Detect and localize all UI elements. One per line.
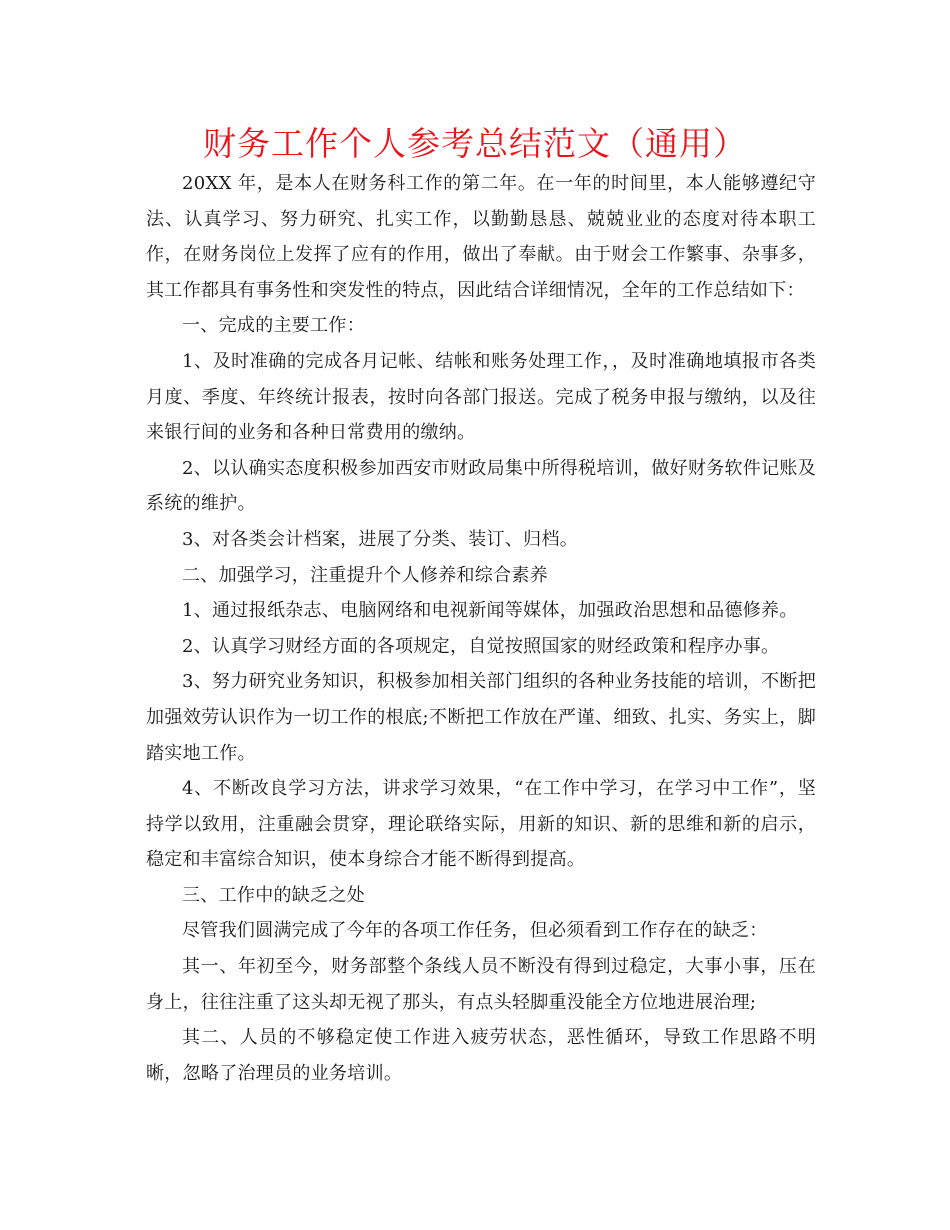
document-body (146, 166, 816, 1091)
paragraph-item: 其二、人员的不够稳定使工作进入疲劳状态，恶性循环，导致工作思路不明晰，忽略了治理员的业务培训。 (146, 1027, 816, 1084)
paragraph-item: 其一、年初至今，财务部整个条线人员不断没有得到过稳定，大事小事，压在身上，往往注重了这头却无视了那头，有点头轻脚重没能全方位地进展治理; (146, 956, 816, 1013)
paragraph-item: 3、努力研究业务知识，积极参加相关部门组织的各种业务技能的培训，不断把加强效劳认识作为一切工作的根底;不断把工作放在严谨、细致、扎实、务实上，脚踏实地工作。 (146, 671, 816, 764)
document-title: 财务工作个人参考总结范文（通用） (203, 124, 747, 163)
paragraph-item: 3、对各类会计档案，进展了分类、装订、归档。 (182, 528, 579, 550)
paragraph-item: 2、以认确实态度积极参加西安市财政局集中所得税培训，做好财务软件记账及系统的维护。 (146, 457, 816, 515)
section-heading-1: 一、完成的主要工作： (182, 315, 365, 337)
paragraph-intro: 20XX 年，是本人在财务科工作的第二年。在一年的时间里，本人能够遵纪守法、认真学习、努力研究、扎实工作，以勤勤恳恳、兢兢业业的态度对待本职工作，在财务岗位上发挥了应有的作用，做出了奉献。由于财会工作繁事、杂事多，其工作都具有事务性和突发性的特点，因此结合详细情况，全年的工作总结如下： (146, 173, 816, 301)
section-heading-3: 三、工作中的缺乏之处 (182, 884, 365, 906)
section-heading-2: 二、加强学习，注重提升个人修养和综合素养 (182, 564, 548, 586)
paragraph-item: 尽管我们圆满完成了今年的各项工作任务，但必须看到工作存在的缺乏： (182, 920, 768, 942)
paragraph-item: 1、及时准确的完成各月记帐、结帐和账务处理工作，，及时准确地填报市各类月度、季度、年终统计报表，按时向各部门报送。完成了税务申报与缴纳，以及往来银行间的业务和各种日常费用的缴纳。 (146, 350, 816, 444)
paragraph-item: 4、不断改良学习方法，讲求学习效果，“在工作中学习，在学习中工作”，坚持学以致用，注重融会贯穿，理论联络实际，用新的知识、新的思维和新的启示，稳定和丰富综合知识，使本身综合才能不断得到提高。 (146, 778, 816, 871)
paragraph-item: 2、认真学习财经方面的各项规定，自觉按照国家的财经政策和程序办事。 (182, 635, 780, 657)
paragraph-item: 1、通过报纸杂志、电脑网络和电视新闻等媒体，加强政治思想和品德修养。 (182, 600, 798, 622)
